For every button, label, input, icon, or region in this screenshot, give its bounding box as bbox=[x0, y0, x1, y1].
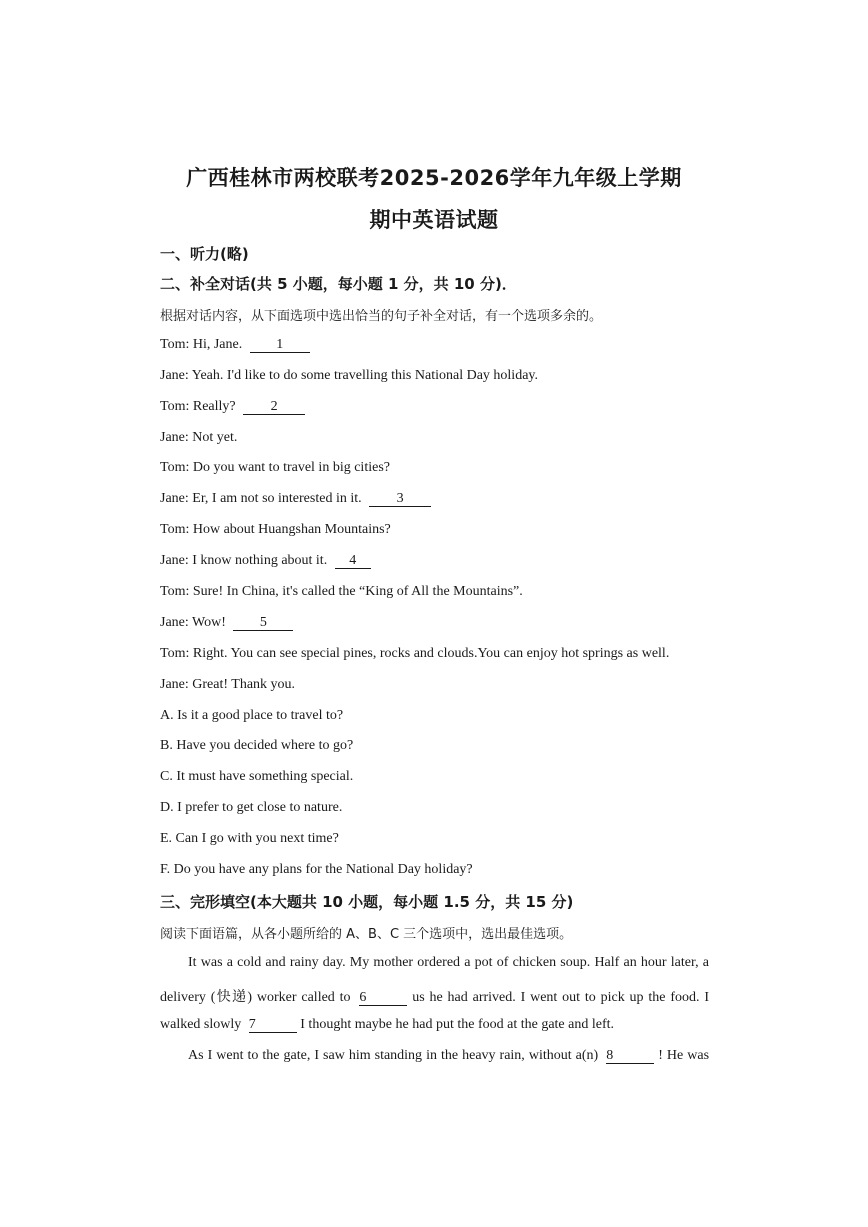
dialogue-line bbox=[160, 491, 431, 507]
passage-line bbox=[160, 1017, 709, 1033]
dialogue-line: Jane: Not yet. bbox=[160, 430, 238, 445]
section2-heading: 二、补全对话(共 5 小题，每小题 1 分，共 10 分)． bbox=[160, 275, 517, 293]
dialogue-line: Tom: How about Huangshan Mountains? bbox=[160, 522, 391, 537]
option-c: C. It must have something special. bbox=[160, 769, 354, 784]
passage-text: delivery (快递) worker called to bbox=[160, 990, 351, 1005]
dialogue-text: Jane: Wow! bbox=[160, 615, 226, 630]
section2-instruction: 根据对话内容，从下面选项中选出恰当的句子补全对话，有一个选项多余的。 bbox=[160, 309, 603, 324]
option-b: B. Have you decided where to go? bbox=[160, 738, 354, 753]
document-title-line2: 期中英语试题 bbox=[369, 208, 499, 232]
passage-text: us he had arrived. I went out to pick up the food. I bbox=[412, 990, 709, 1005]
passage-text: I thought maybe he had put the food at the gate and left. bbox=[300, 1017, 615, 1032]
option-a: A. Is it a good place to travel to? bbox=[160, 708, 344, 723]
dialogue-line: Tom: Sure! In China, it's called the “King of All the Mountains”. bbox=[160, 584, 523, 599]
option-e: E. Can I go with you next time? bbox=[160, 831, 339, 846]
dialogue-line: Jane: Yeah. I'd like to do some travelling this National Day holiday. bbox=[160, 368, 538, 383]
dialogue-line: Jane: Great! Thank you. bbox=[160, 677, 296, 692]
passage-text: As I went to the gate, I saw him standing in the heavy rain, without a(n) bbox=[188, 1048, 599, 1063]
passage-line bbox=[160, 986, 709, 1006]
blank-5: 5 bbox=[233, 616, 293, 631]
blank-3: 3 bbox=[369, 492, 431, 507]
section3-heading: 三、完形填空(本大题共 10 小题，每小题 1.5 分，共 15 分) bbox=[160, 893, 574, 911]
passage-text: ! He was bbox=[658, 1048, 710, 1063]
blank-1: 1 bbox=[250, 338, 310, 353]
dialogue-line bbox=[160, 553, 371, 569]
blank-8: 8 bbox=[606, 1049, 654, 1064]
document-title-line1: 广西桂林市两校联考2025-2026学年九年级上学期 bbox=[186, 166, 682, 190]
dialogue-line: Tom: Do you want to travel in big cities? bbox=[160, 460, 390, 475]
section3-instruction: 阅读下面语篇，从各小题所给的 A、B、C 三个选项中，选出最佳选项。 bbox=[160, 927, 573, 942]
blank-6: 6 bbox=[359, 991, 407, 1006]
section1-heading: 一、听力(略) bbox=[160, 245, 249, 263]
dialogue-line: Tom: Right. You can see special pines, rocks and clouds.You can enjoy hot springs as well. bbox=[160, 646, 670, 661]
passage-line: It was a cold and rainy day. My mother ordered a pot of chicken soup. Half an hour later, a bbox=[188, 955, 709, 970]
blank-4: 4 bbox=[335, 554, 371, 569]
option-d: D. I prefer to get close to nature. bbox=[160, 800, 343, 815]
option-f: F. Do you have any plans for the National Day holiday? bbox=[160, 862, 473, 877]
dialogue-text: Tom: Hi, Jane. bbox=[160, 337, 243, 352]
blank-7: 7 bbox=[249, 1018, 297, 1033]
blank-2: 2 bbox=[243, 400, 305, 415]
dialogue-line bbox=[160, 337, 310, 353]
dialogue-text: Jane: I know nothing about it. bbox=[160, 553, 328, 568]
passage-text: walked slowly bbox=[160, 1017, 242, 1032]
dialogue-line bbox=[160, 399, 305, 415]
dialogue-text: Jane: Er, I am not so interested in it. bbox=[160, 491, 362, 506]
dialogue-line bbox=[160, 615, 293, 631]
passage-line bbox=[188, 1048, 709, 1064]
dialogue-text: Tom: Really? bbox=[160, 399, 236, 414]
